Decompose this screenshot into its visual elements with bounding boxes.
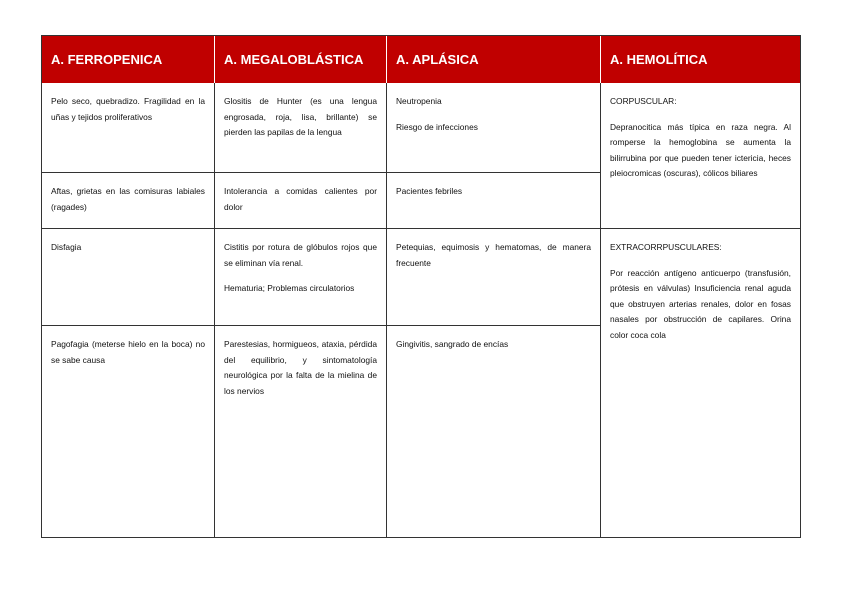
header-aplasica: A. APLÁSICA	[387, 36, 601, 83]
cell-mega-3: Cistitis por rotura de glóbulos rojos que se eliminan vía renal. Hematuria; Problemas circulatorios	[215, 229, 386, 326]
anemia-table	[41, 35, 801, 538]
cell-ferro-3: Disfagia	[42, 229, 214, 326]
cell-ferro-1: Pelo seco, quebradizo. Fragilidad en la uñas y tejidos proliferativos	[42, 83, 214, 173]
cell-ferro-4: Pagofagia (meterse hielo en la boca) no se sabe causa	[51, 339, 205, 365]
column-hemolitica	[601, 83, 800, 537]
cell-mega-1: Glositis de Hunter (es una lengua engrosada, roja, lisa, brillante) se pierden las papilas de la lengua	[215, 83, 386, 173]
header-ferropenica: A. FERROPENICA	[42, 36, 215, 83]
cell-mega-2: Intolerancia a comidas calientes por dolor	[215, 173, 386, 229]
cell-apla-4: Gingivitis, sangrado de encías	[396, 339, 509, 349]
column-aplasica	[387, 83, 601, 537]
cell-ferro-2: Aftas, grietas en las comisuras labiales (ragades)	[42, 173, 214, 229]
column-megaloblastica	[215, 83, 387, 537]
header-hemolitica: A. HEMOLÍTICA	[601, 36, 800, 83]
cell-hemo-extracorpuscular: EXTRACORRPUSCULARES: Por reacción antígeno anticuerpo (transfusión, prótesis en válvulas) Insuficiencia renal aguda que obstruyen arterias renales, dolor en fosas nasales por obstrucción de capilares. Orina color coca cola	[610, 242, 791, 340]
header-megaloblastica: A. MEGALOBLÁSTICA	[215, 36, 387, 83]
cell-apla-2: Pacientes febriles	[387, 173, 600, 229]
column-ferropenica	[42, 83, 215, 537]
cell-hemo-corpuscular: CORPUSCULAR: Depranocitica más típica en raza negra. Al romperse la hemoglobina se aumenta la bilirrubina por que pueden tener ictericia, heces pleiocromicas (oscuras), cólicos biliares	[601, 83, 800, 229]
cell-mega-4: Parestesias, hormigueos, ataxia, pérdida del equilibrio, y sintomatología neurológica por la falta de la mielina de los nervios	[224, 339, 377, 396]
cell-apla-3: Petequias, equimosis y hematomas, de manera frecuente	[387, 229, 600, 326]
cell-apla-1: Neutropenia Riesgo de infecciones	[387, 83, 600, 173]
